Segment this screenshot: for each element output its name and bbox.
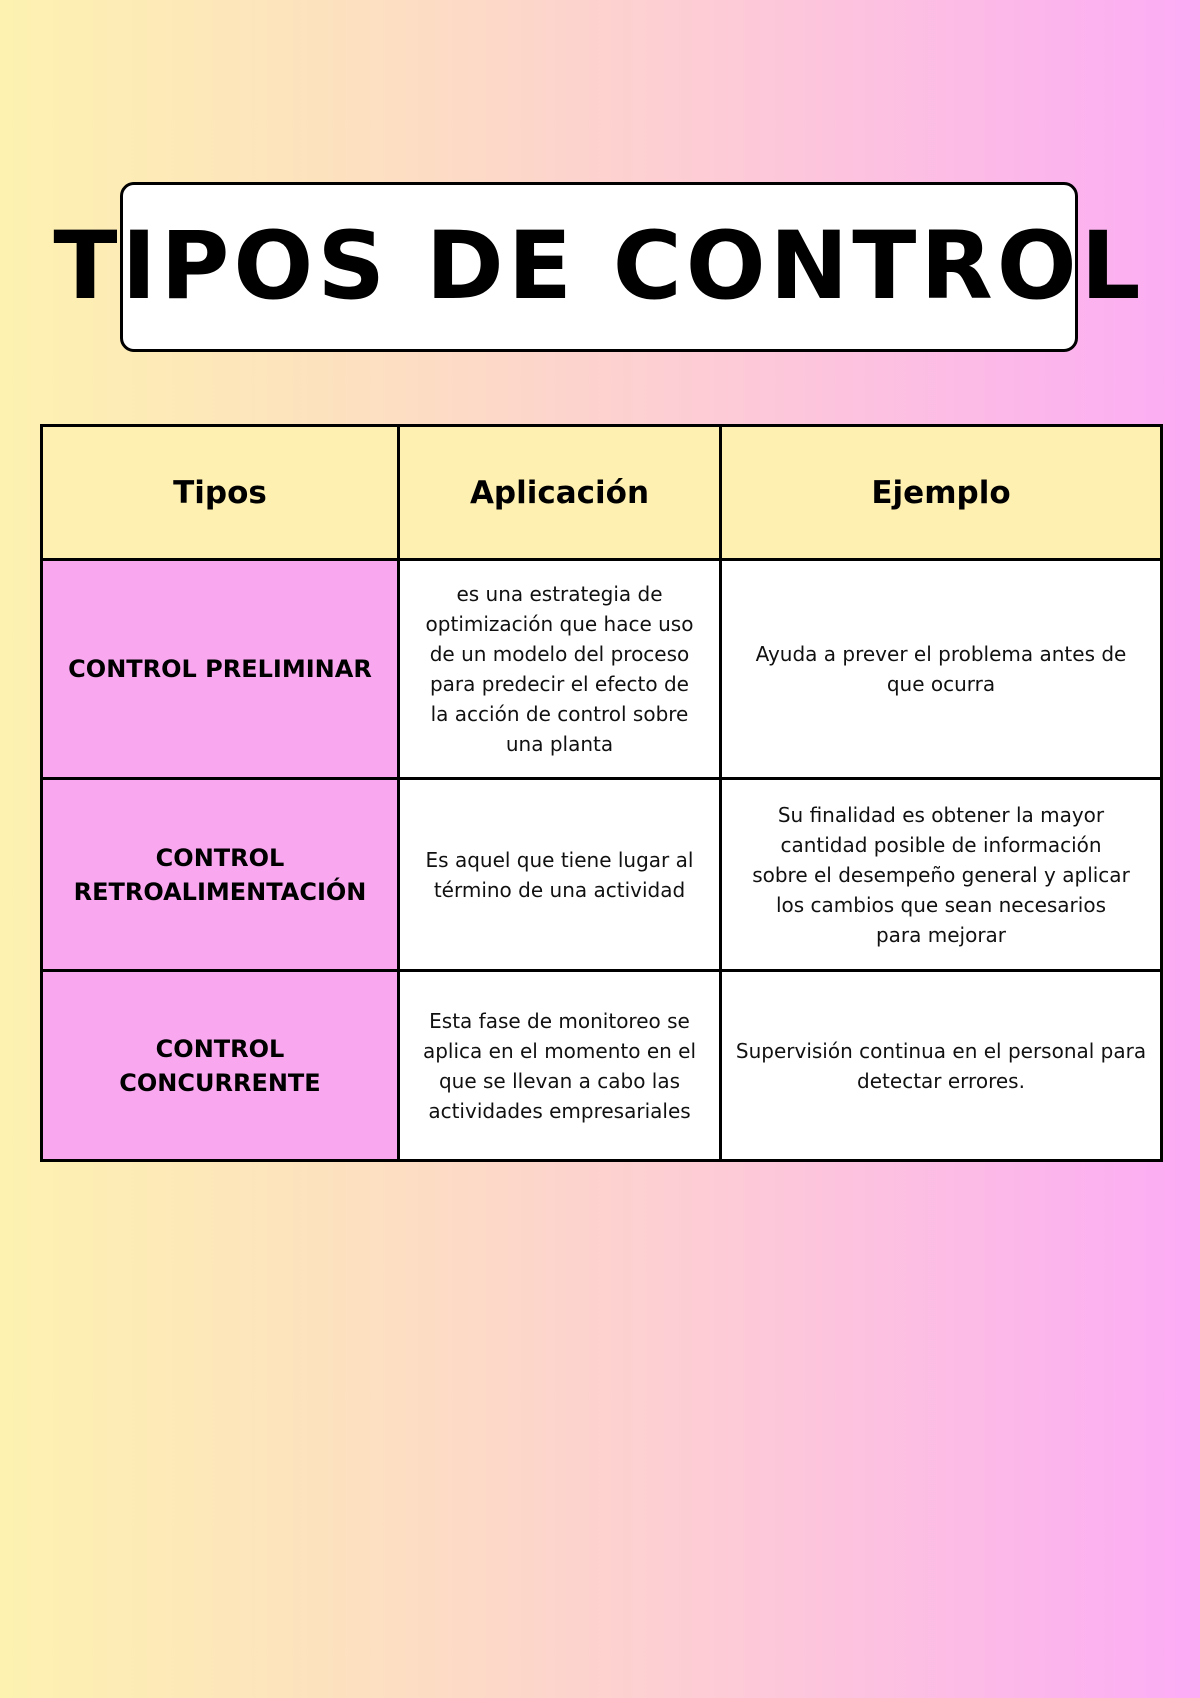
page-title: TIPOS DE CONTROL bbox=[53, 212, 1145, 321]
table-row bbox=[42, 560, 1162, 779]
control-types-table bbox=[40, 424, 1163, 1162]
ejemplo-cell: Ayuda a prever el problema antes de que ocurra bbox=[721, 560, 1162, 779]
table-row bbox=[42, 779, 1162, 971]
ejemplo-cell: Supervisión continua en el personal para detectar errores. bbox=[721, 971, 1162, 1161]
title-box bbox=[53, 182, 1145, 352]
table-row bbox=[42, 971, 1162, 1161]
ejemplo-cell: Su finalidad es obtener la mayor cantidad posible de información sobre el desempeño general y aplicar los cambios que sean necesarios para mejorar bbox=[721, 779, 1162, 971]
type-cell-retroalimentacion: CONTROL RETROALIMENTACIÓN bbox=[42, 779, 399, 971]
table-header-row bbox=[42, 426, 1162, 560]
type-cell-preliminar: CONTROL PRELIMINAR bbox=[42, 560, 399, 779]
header-aplicacion: Aplicación bbox=[399, 426, 721, 560]
header-ejemplo: Ejemplo bbox=[721, 426, 1162, 560]
header-tipos: Tipos bbox=[42, 426, 399, 560]
aplicacion-cell: Es aquel que tiene lugar al término de una actividad bbox=[399, 779, 721, 971]
aplicacion-cell: Esta fase de monitoreo se aplica en el momento en el que se llevan a cabo las actividades empresariales bbox=[399, 971, 721, 1161]
aplicacion-cell: es una estrategia de optimización que hace uso de un modelo del proceso para predecir el efecto de la acción de control sobre una planta bbox=[399, 560, 721, 779]
type-cell-concurrente: CONTROL CONCURRENTE bbox=[42, 971, 399, 1161]
